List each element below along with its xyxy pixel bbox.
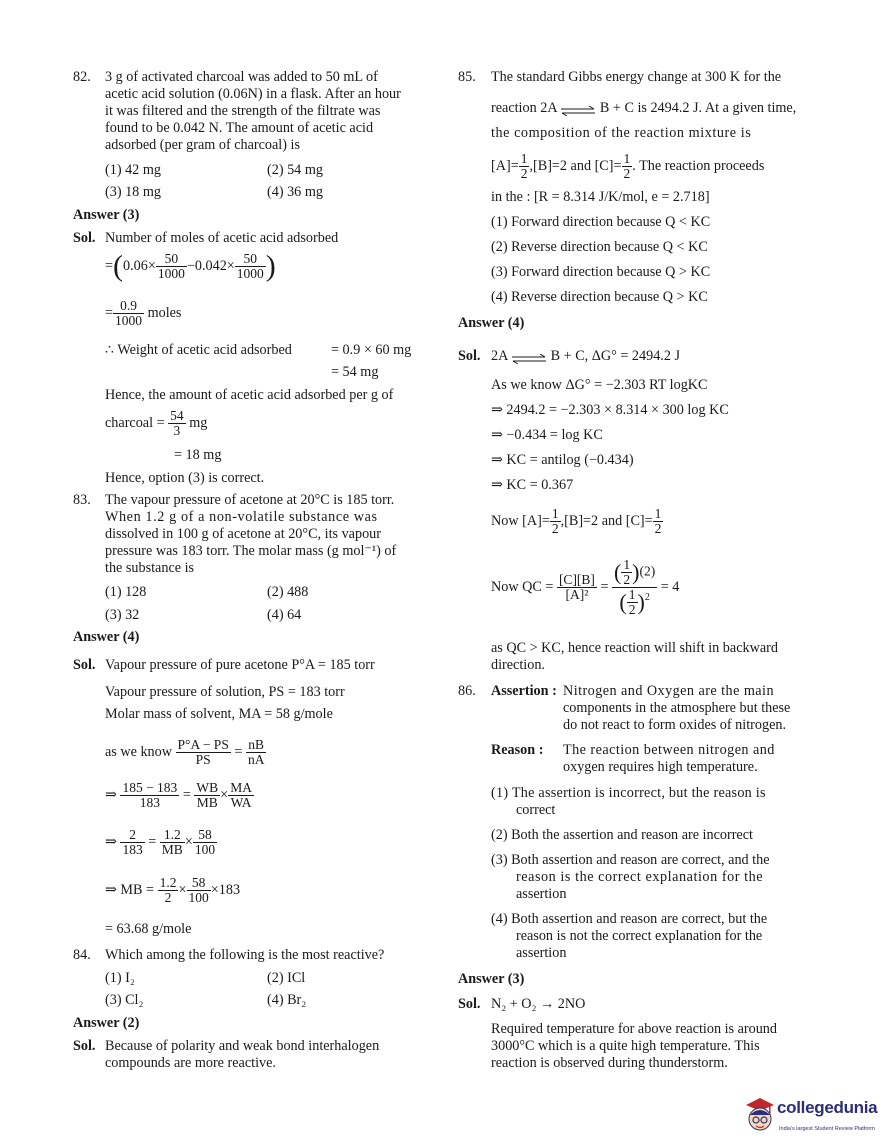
solution-label: Sol. — [73, 1038, 96, 1054]
question-text-line: the substance is — [105, 560, 195, 576]
solution-text: Hence, the amount of acetic acid adsorbed per g of — [105, 387, 394, 403]
reason-text: oxygen requires high temperature. — [563, 759, 758, 775]
question-text-line: [A]= $\frac{1}{2}$ ,[B]=2 and [C]= $\frac{1}{2}$ . The reaction proceeds — [491, 151, 765, 181]
question-text-line: 3 g of activated charcoal was added to 50 mL of — [105, 69, 378, 85]
reason-text: The reaction between nitrogen and — [563, 742, 775, 758]
answer-label: Answer (3) — [73, 207, 140, 223]
option: (4) 36 mg — [267, 184, 323, 200]
solution-text: reaction is observed during thunderstorm. — [491, 1055, 728, 1071]
equation-charcoal: charcoal = $\frac{54}{3}$ mg — [105, 408, 208, 438]
option: correct — [516, 802, 556, 818]
solution-text: ⇒ −0.434 = log KC — [491, 427, 603, 443]
solution-text: Molar mass of solvent, MA = 58 g/mole — [105, 706, 333, 722]
assertion-text: components in the atmosphere but these — [563, 700, 791, 716]
solution-text: Hence, option (3) is correct. — [105, 470, 265, 486]
question-text-line: dissolved in 100 g of acetone at 20°C, its vapour — [105, 526, 381, 542]
equilibrium-arrow-icon — [511, 352, 547, 362]
option: (1) Forward direction because Q < KC — [491, 214, 711, 230]
brand-tagline: India's largest Student Review Platform — [779, 1126, 875, 1132]
answer-label: Answer (4) — [73, 629, 140, 645]
equation-step2: ⇒ $\frac{2}{183}$ = $\frac{1.2}{MB}$ × $\frac{58}{100}$ — [105, 827, 216, 857]
solution-text: ⇒ KC = 0.367 — [491, 477, 574, 493]
question-text-line: it was filtered and the strength of the filtrate was — [105, 103, 381, 119]
assertion-text: Nitrogen and Oxygen are the main — [563, 683, 774, 699]
solution-text: Vapour pressure of solution, PS = 183 torr — [105, 684, 345, 700]
option: (1) The assertion is incorrect, but the reason is — [491, 785, 766, 801]
solution-text: Because of polarity and weak bond interhalogen — [105, 1038, 380, 1054]
question-text-line: Which among the following is the most reactive? — [105, 947, 385, 963]
question-text-line: found to be 0.042 N. The amount of acetic acid — [105, 120, 374, 136]
solution-text: as QC > KC, hence reaction will shift in backward — [491, 640, 778, 656]
option: reason is not the correct explanation for the — [516, 928, 763, 944]
question-text-line: the composition of the reaction mixture is — [491, 125, 752, 141]
question-text-line: The standard Gibbs energy change at 300 K for the — [491, 69, 782, 85]
option: (3) Both assertion and reason are correct, and the — [491, 852, 770, 868]
assertion-text: do not react to form oxides of nitrogen. — [563, 717, 787, 733]
equation-now: Now [A]= $\frac{1}{2}$ ,[B]=2 and [C]= $\frac{1}{2}$ — [491, 506, 662, 536]
option: reason is the correct explanation for the — [516, 869, 764, 885]
option: (3) Cl₂ — [105, 992, 144, 1008]
option: (4) Reverse direction because Q > KC — [491, 289, 708, 305]
equation-moles: =(0.06× $\frac{50}{1000}$ −0.042× $\frac{50}{1000}$ ) — [105, 249, 276, 283]
question-text-line: pressure was 183 torr. The molar mass (g mol⁻¹) of — [105, 543, 397, 559]
equation-raoult: as we know $\frac{P^\circ A - PS}{PS}$ = $\frac{nB}{nA}$ — [105, 737, 265, 767]
question-number: 86. — [458, 683, 476, 699]
question-number: 83. — [73, 492, 91, 508]
option: (2) Reverse direction because Q < KC — [491, 239, 708, 255]
question-number: 85. — [458, 69, 476, 85]
solution-result: = 63.68 g/mole — [105, 921, 192, 937]
solution-text: Required temperature for above reaction is around — [491, 1021, 777, 1037]
option: (1) 128 — [105, 584, 147, 600]
option: (2) ICl — [267, 970, 306, 986]
solution-text: ∴ Weight of acetic acid adsorbed — [105, 342, 292, 358]
option: (4) Both assertion and reason are correct, but the — [491, 911, 768, 927]
option: assertion — [516, 945, 567, 961]
solution-value: = 54 mg — [331, 364, 379, 380]
answer-label: Answer (2) — [73, 1015, 140, 1031]
question-text-line: When 1.2 g of a non-volatile substance was — [105, 509, 378, 525]
option: (3) 18 mg — [105, 184, 161, 200]
solution-label: Sol. — [73, 657, 96, 673]
collegedunia-logo — [742, 1093, 887, 1138]
solution-text: compounds are more reactive. — [105, 1055, 276, 1071]
option: (3) 32 — [105, 607, 140, 623]
brand-name: collegedunia — [777, 1098, 878, 1117]
solution-text: As we know ΔG° = −2.303 RT logKC — [491, 377, 708, 393]
solution-label: Sol. — [73, 230, 96, 246]
question-text-line: acetic acid solution (0.06N) in a flask. After an hour — [105, 86, 401, 102]
option: (1) 42 mg — [105, 162, 161, 178]
question-text-line: reaction 2A B + C is 2494.2 J. At a given time, — [491, 100, 797, 116]
equation-qc: Now QC = $\frac{[C][B]}{\text{[A]²}}$ = ( $\frac{1}{2}$ )(2) ( $\frac{1}{2}$ )$^2$ = 4 — [491, 557, 680, 617]
option: (4) Br₂ — [267, 992, 307, 1008]
reason-label: Reason : — [491, 742, 544, 758]
question-text-line: The vapour pressure of acetone at 20°C is 185 torr. — [105, 492, 395, 508]
question-text-line: adsorbed (per gram of charcoal) is — [105, 137, 300, 153]
option: (2) 54 mg — [267, 162, 323, 178]
answer-label: Answer (3) — [458, 971, 525, 987]
solution-text: ⇒ 2494.2 = −2.303 × 8.314 × 300 log KC — [491, 402, 729, 418]
solution-text: direction. — [491, 657, 545, 673]
solution-text: 3000°C which is a quite high temperature. This — [491, 1038, 760, 1054]
option: (2) 488 — [267, 584, 309, 600]
assertion-label: Assertion : — [491, 683, 557, 699]
solution-label: Sol. — [458, 348, 481, 364]
equilibrium-arrow-icon — [560, 104, 596, 114]
option: (4) 64 — [267, 607, 302, 623]
solution-label: Sol. — [458, 996, 481, 1012]
equation-moles-result: = $\frac{0.9}{1000}$ moles — [105, 298, 182, 328]
option: assertion — [516, 886, 567, 902]
solution-value: = 18 mg — [174, 447, 222, 463]
solution-reaction: 2A B + C, ΔG° = 2494.2 J — [491, 348, 680, 364]
equation-step1: ⇒ $\frac{185 - 183}{183}$ = $\frac{WB}{MB}$ × $\frac{MA}{WA}$ — [105, 780, 252, 810]
solution-text: Number of moles of acetic acid adsorbed — [105, 230, 339, 246]
option: (2) Both the assertion and reason are incorrect — [491, 827, 753, 843]
solution-value: = 0.9 × 60 mg — [331, 342, 412, 358]
equation-step3: ⇒ MB = $\frac{1.2}{2}$ × $\frac{58}{100}$ ×183 — [105, 875, 241, 905]
question-number: 82. — [73, 69, 91, 85]
option: (3) Forward direction because Q > KC — [491, 264, 711, 280]
question-number: 84. — [73, 947, 91, 963]
solution-text: Vapour pressure of pure acetone P°A = 185 torr — [105, 657, 375, 673]
solution-equation: N₂ + O₂ → 2NO — [491, 996, 586, 1012]
question-text-line: in the : [R = 8.314 J/K/mol, e = 2.718] — [491, 189, 710, 205]
answer-label: Answer (4) — [458, 315, 525, 331]
option: (1) I₂ — [105, 970, 135, 986]
graduate-mascot-icon — [742, 1093, 778, 1137]
solution-text: ⇒ KC = antilog (−0.434) — [491, 452, 634, 468]
